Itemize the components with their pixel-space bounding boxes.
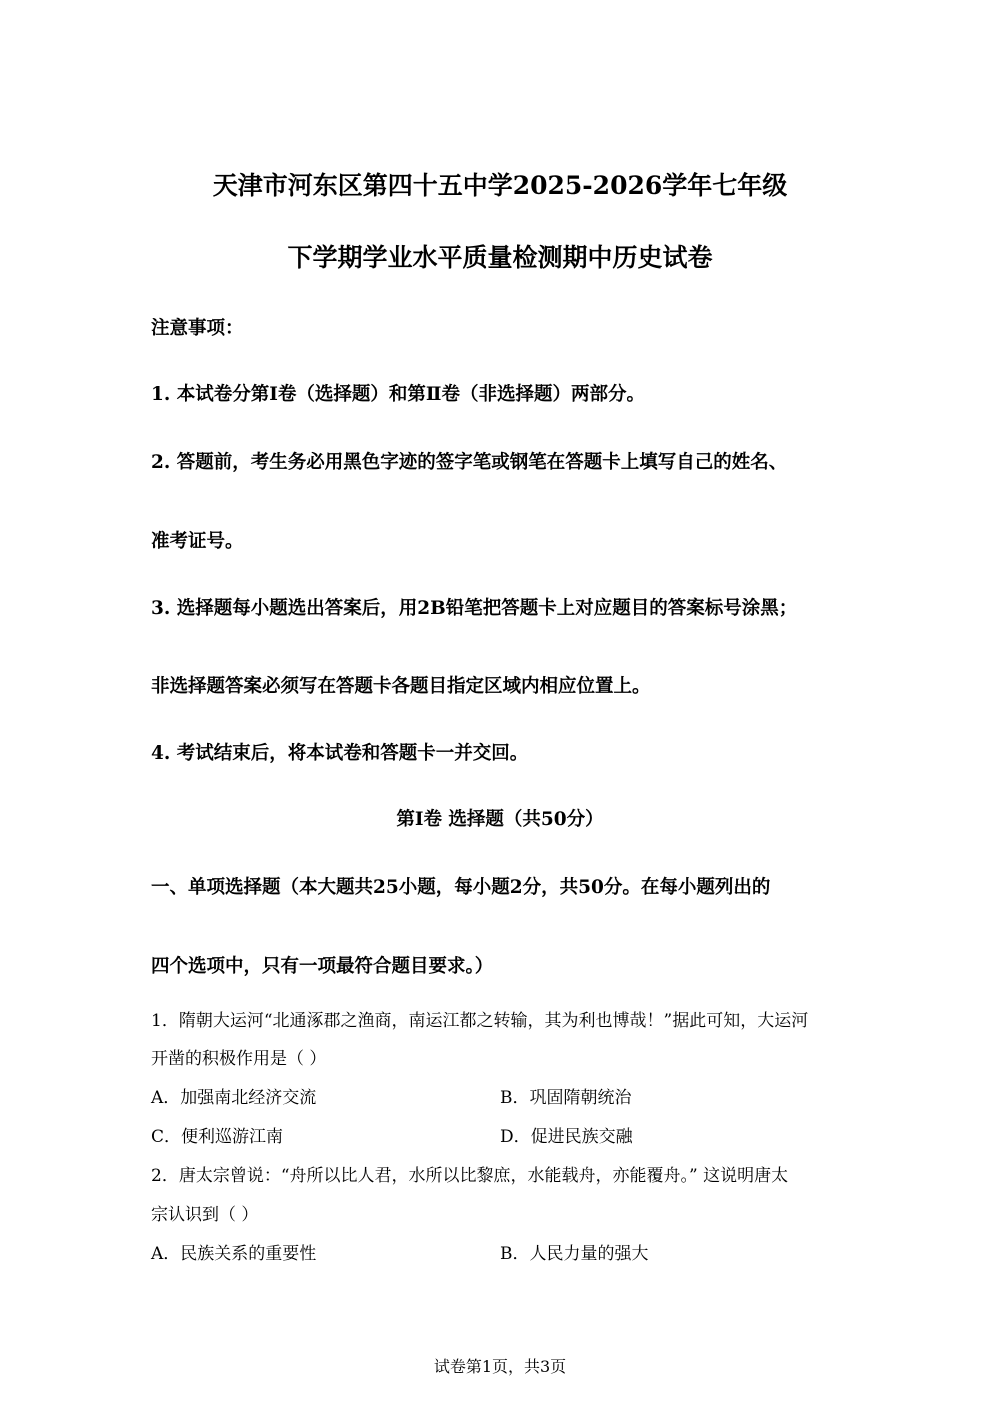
- note-item-3-line2: 非选择题答案必须写在答题卡各题目指定区域内相应位置上。: [151, 676, 651, 697]
- question-2-stem-line1: 2．唐太宗曾说：“舟所以比人君，水所以比黎庶，水能载舟，亦能覆舟。” 这说明唐太: [151, 1166, 789, 1186]
- exam-title-line2: 下学期学业水平质量检测期中历史试卷: [287, 243, 713, 272]
- notes-heading: 注意事项：: [151, 318, 244, 339]
- question-2-option-b: B．人民力量的强大: [500, 1244, 649, 1264]
- question-1-option-b: B．巩固隋朝统治: [500, 1088, 632, 1108]
- question-1-stem-line1: 1．隋朝大运河“北通涿郡之渔商，南运江都之转输，其为利也博哉！”据此可知，大运河: [151, 1011, 809, 1031]
- exam-title-line1: 天津市河东区第四十五中学2025-2026学年七年级: [212, 171, 788, 200]
- question-1-option-a: A．加强南北经济交流: [151, 1088, 317, 1108]
- note-item-2-line2: 准考证号。: [151, 531, 244, 552]
- question-2-stem-line2: 宗认识到（ ）: [151, 1205, 259, 1225]
- page-footer: 试卷第1页，共3页: [433, 1357, 567, 1376]
- question-1-option-d: D．促进民族交融: [500, 1127, 633, 1147]
- question-2-option-a: A．民族关系的重要性: [151, 1244, 317, 1264]
- note-item-4: 4. 考试结束后，将本试卷和答题卡一并交回。: [151, 743, 529, 764]
- note-item-1: 1. 本试卷分第Ⅰ卷（选择题）和第Ⅱ卷（非选择题）两部分。: [151, 384, 646, 405]
- note-item-2-line1: 2. 答题前，考生务必用黑色字迹的签字笔或钢笔在答题卡上填写自己的姓名、: [151, 452, 788, 473]
- part-instructions-line2: 四个选项中，只有一项最符合题目要求。）: [151, 956, 494, 977]
- question-1-stem-line2: 开凿的积极作用是（ ）: [151, 1049, 327, 1069]
- question-1-option-c: C．便利巡游江南: [151, 1127, 284, 1147]
- part-instructions-line1: 一、单项选择题（本大题共25小题，每小题2分，共50分。在每小题列出的: [151, 877, 771, 898]
- volume-title: 第Ⅰ卷 选择题（共50分）: [396, 809, 604, 830]
- note-item-3-line1: 3. 选择题每小题选出答案后，用2B铅笔把答题卡上对应题目的答案标号涂黑；: [151, 598, 798, 619]
